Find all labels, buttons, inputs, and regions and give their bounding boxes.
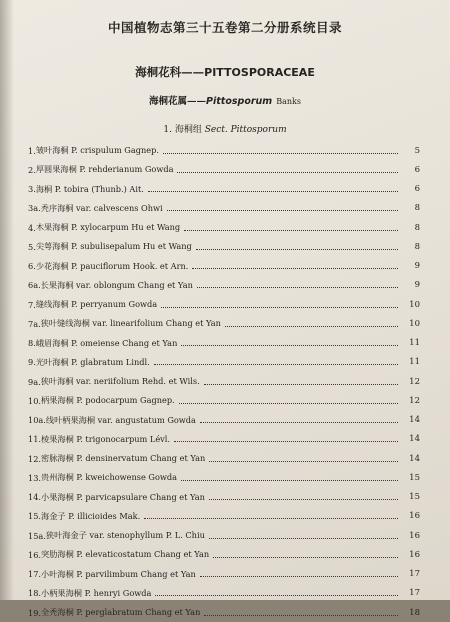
toc-entry [28,507,420,526]
entry-species-name: 尖萼海桐 P. subulisepalum Hu et Wang [35,241,192,252]
toc-list [28,141,420,622]
entry-page-number: 17 [409,569,420,580]
toc-entry [28,584,420,603]
family-name-cn: 海桐花科—— [135,65,205,79]
entry-number: 9a. [28,376,41,387]
entry-page-number: 14 [409,453,420,464]
entry-page-number: 9 [414,261,420,272]
entry-species-name: 厚圆果海桐 P. rehderianum Gowda [35,164,174,175]
dot-leader [148,190,398,192]
entry-number: 18. [28,588,42,599]
entry-species-name: 线叶柄果海桐 var. angustatum Gowda [45,414,196,425]
toc-entry [28,160,420,179]
entry-species-name: 木果海桐 P. xylocarpum Hu et Wang [35,222,181,233]
entry-number: 4. [28,222,36,233]
dot-leader [144,517,398,519]
toc-entry [28,295,420,314]
genus-author: Banks [276,97,301,106]
toc-entry [28,199,420,218]
entry-species-name: 海金子 P. illicioides Mak. [41,510,141,521]
entry-page-number: 16 [409,530,420,541]
entry-species-name: 小柄果海桐 P. henryi Gowda [41,587,152,598]
dot-leader [209,460,398,462]
entry-page-number: 15 [409,472,420,483]
dot-leader [161,306,398,308]
entry-species-name: 狭叶海金子 var. stenophyllum P. L. Chiu [45,530,205,541]
entry-species-name: 皱叶海桐 P. crispulum Gagnep. [35,145,159,156]
section-heading [0,122,450,135]
family-heading [0,64,450,80]
entry-species-name: 突肋海桐 P. elevaticostatum Chang et Yan [41,549,210,560]
entry-number: 17. [28,569,42,580]
dot-leader [163,152,398,154]
toc-entry [28,449,420,468]
toc-entry [28,545,420,564]
toc-entry [28,314,420,333]
entry-page-number: 11 [409,357,420,368]
toc-entry [28,411,420,430]
entry-page-number: 9 [414,280,420,291]
toc-entry [28,468,420,487]
entry-species-name: 狭叶海桐 var. neriifolium Rehd. et Wils. [40,376,200,387]
entry-number: 9. [28,357,36,368]
entry-species-name: 棱果海桐 P. trigonocarpum Lévl. [41,433,171,444]
entry-number: 12. [28,453,42,464]
entry-species-name: 缝线海桐 P. perryanum Gowda [35,299,158,310]
toc-entry [28,276,420,295]
entry-species-name: 峨眉海桐 P. omeiense Chang et Yan [35,337,178,348]
dot-leader [192,267,398,269]
page-title: 中国植物志第三十五卷第二分册系统目录 [107,20,342,35]
entry-page-number: 5 [414,145,420,156]
entry-number: 13. [28,472,42,483]
entry-page-number: 6 [414,164,420,175]
entry-number: 11. [28,434,42,445]
entry-page-number: 12 [409,395,420,406]
dot-leader [209,498,398,500]
entry-number: 10. [28,395,42,406]
entry-number: 7. [28,299,36,310]
entry-page-number: 10 [409,318,420,329]
toc-entry [28,237,420,256]
dot-leader [154,363,398,365]
entry-number: 7a. [28,318,41,329]
dot-leader [167,209,398,211]
toc-entry [28,257,420,276]
toc-entry [28,430,420,449]
entry-number: 3a. [28,203,41,214]
entry-page-number: 8 [414,222,420,233]
toc-entry [28,218,420,237]
entry-page-number: 8 [414,203,420,214]
entry-number: 15. [28,511,42,522]
dot-leader [181,479,398,481]
entry-number: 19. [28,607,42,618]
entry-number: 5. [28,241,36,252]
entry-number: 14. [28,492,42,503]
genus-heading [0,93,450,107]
dot-leader [177,171,398,173]
dot-leader [174,440,398,442]
entry-page-number: 12 [409,376,420,387]
toc-entry [28,565,420,584]
entry-species-name: 秃序海桐 var. calvescens Ohwi [40,202,163,213]
entry-species-name: 贵州海桐 P. kweichowense Gowda [41,472,178,483]
entry-number: 6a. [28,280,41,291]
entry-number: 6. [28,261,36,272]
entry-page-number: 16 [409,549,420,560]
genus-name-cn: 海桐花属—— [149,96,207,107]
entry-species-name: 密脉海桐 P. densinervatum Chang et Yan [41,453,206,464]
entry-number: 8. [28,338,36,349]
entry-species-name: 小叶海桐 P. parvilimbum Chang et Yan [41,568,196,579]
toc-entry [28,391,420,410]
toc-entry [28,334,420,353]
entry-species-name: 柄果海桐 P. podocarpum Gagnep. [41,395,175,406]
entry-species-name: 长果海桐 var. oblongum Chang et Yan [40,279,193,290]
entry-page-number: 17 [409,588,420,599]
entry-species-name: 小果海桐 P. parvicapsulare Chang et Yan [41,491,205,502]
page-edge-shadow [0,0,14,600]
dot-leader [209,537,398,539]
entry-number: 16. [28,549,42,560]
entry-number: 1. [28,145,36,156]
toc-entry [28,372,420,391]
entry-species-name: 少花海桐 P. pauciflorum Hook. et Arn. [35,260,189,271]
dot-leader [196,248,398,250]
entry-number: 10a. [28,415,46,426]
entry-page-number: 14 [409,434,420,445]
entry-page-number: 15 [409,492,420,503]
entry-species-name: 海桐 P. tobira (Thunb.) Ait. [35,183,144,194]
toc-entry [28,488,420,507]
dot-leader [197,286,398,288]
entry-page-number: 11 [409,338,420,349]
dot-leader [204,383,398,385]
entry-number: 15a. [28,530,46,541]
dot-leader [200,421,398,423]
genus-name-latin: Pittosporum [206,96,273,107]
dot-leader [213,556,398,558]
entry-page-number: 16 [409,511,420,522]
family-name-latin: PITTOSPORACEAE [204,66,315,79]
toc-entry [28,141,420,160]
section-name-latin: Sect. Pittosporum [204,125,287,135]
toc-entry [28,526,420,545]
toc-entry [28,603,420,622]
dot-leader [181,344,398,346]
dot-leader [179,402,398,404]
entry-number: 3. [28,184,36,195]
entry-species-name: 狭叶缝线海桐 var. linearifolium Chang et Yan [40,318,221,329]
dot-leader [225,325,398,327]
entry-species-name: 全秃海桐 P. perglabratum Chang et Yan [41,607,201,618]
entry-page-number: 8 [414,241,420,252]
toc-entry [28,180,420,199]
entry-page-number: 14 [409,415,420,426]
entry-species-name: 光叶海桐 P. glabratum Lindl. [35,356,150,367]
dot-leader [204,614,398,616]
entry-page-number: 6 [414,184,420,195]
dot-leader [184,229,398,231]
dot-leader [200,575,398,577]
entry-page-number: 18 [409,607,420,618]
dot-leader [155,594,398,596]
section-name-cn: 1. 海桐组 [163,125,202,135]
entry-page-number: 10 [409,299,420,310]
entry-number: 2. [28,164,36,175]
toc-entry [28,353,420,372]
